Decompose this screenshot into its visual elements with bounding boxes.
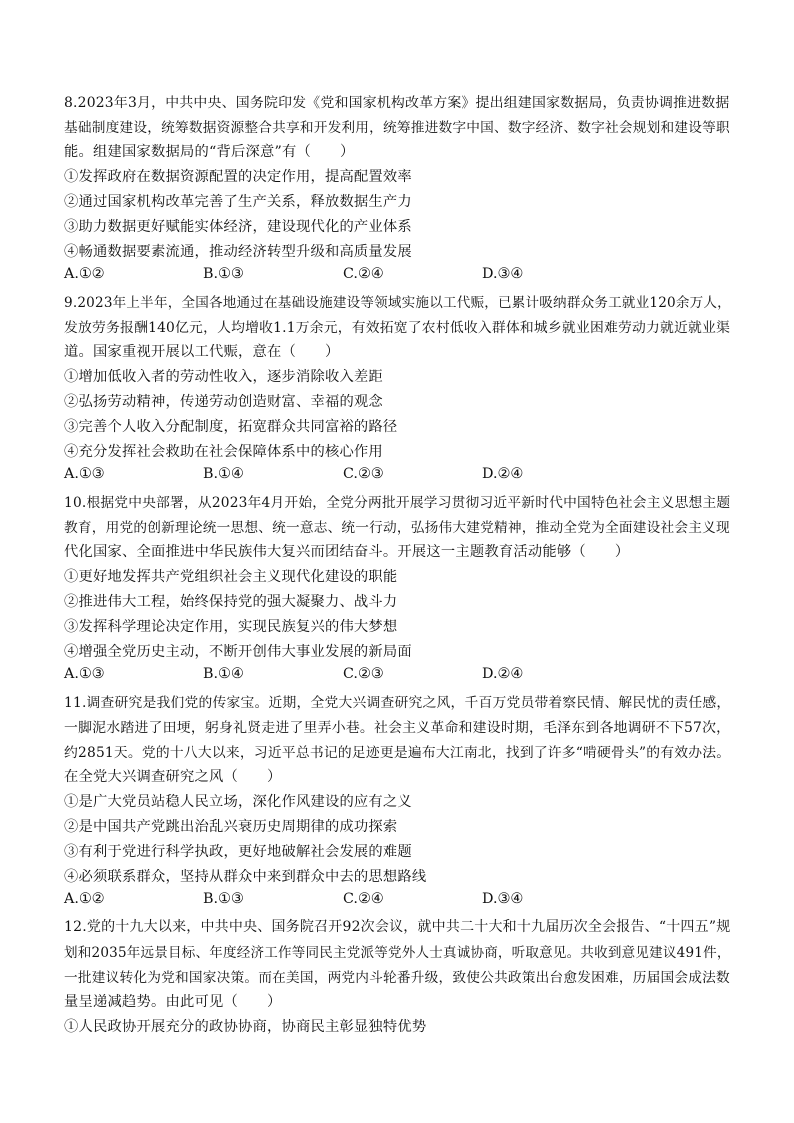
q9-option-a[interactable]: A.①③ (64, 466, 105, 482)
q10-stem-line-3: 代化国家、全面推进中华民族伟大复兴而团结奋斗。开展这一主题教育活动能够（ ） (64, 544, 630, 560)
q9-statement-4: ④充分发挥社会救助在社会保障体系中的核心作用 (64, 444, 383, 460)
q10-option-a[interactable]: A.①③ (64, 666, 105, 682)
q10-statement-1: ①更好地发挥共产党组织社会主义现代化建设的职能 (64, 569, 398, 585)
q8-stem-line-3: 能。组建国家数据局的“背后深意”有（ ） (64, 144, 355, 160)
q12-stem-line-2: 划和2035年远景目标、年度经济工作等同民主党派等党外人士真诚协商，听取意见。共收到意见建议491件， (64, 945, 731, 961)
q10-option-d[interactable]: D.②④ (482, 666, 524, 682)
q12-statement-1: ①人民政协开展充分的政协协商，协商民主彰显独特优势 (64, 1019, 427, 1035)
q9-statement-3: ③完善个人收入分配制度，拓宽群众共同富裕的路径 (64, 419, 398, 435)
q11-statement-3: ③有利于党进行科学执政，更好地破解社会发展的难题 (64, 844, 412, 860)
q11-option-b[interactable]: B.①③ (203, 891, 244, 907)
q9-stem-line-1: 9.2023年上半年，全国各地通过在基础设施建设等领域实施以工代赈，已累计吸纳群众务工就业120余万人， (64, 295, 731, 311)
q9-option-c[interactable]: C.②③ (343, 466, 384, 482)
q8-option-d[interactable]: D.③④ (482, 266, 524, 282)
q8-statement-4: ④畅通数据要素流通，推动经济转型升级和高质量发展 (64, 244, 412, 260)
q8-option-c[interactable]: C.②④ (343, 266, 384, 282)
q10-statement-3: ③发挥科学理论决定作用，实现民族复兴的伟大梦想 (64, 619, 398, 635)
q9-options (64, 466, 764, 486)
q9-statement-2: ②弘扬劳动精神，传递劳动创造财富、幸福的观念 (64, 394, 383, 410)
q8-statement-3: ③助力数据更好赋能实体经济，建设现代化的产业体系 (64, 219, 412, 235)
q11-option-c[interactable]: C.②④ (343, 891, 384, 907)
q10-options (64, 666, 764, 686)
q8-option-a[interactable]: A.①② (64, 266, 105, 282)
q10-statement-4: ④增强全党历史主动，不断开创伟大事业发展的新局面 (64, 644, 412, 660)
q11-stem-line-1: 11.调查研究是我们党的传家宝。近期，全党大兴调查研究之风，千百万党员带着察民情、解民忧的责任感， (64, 695, 731, 711)
q11-option-a[interactable]: A.①② (64, 891, 105, 907)
q10-option-b[interactable]: B.①④ (203, 666, 244, 682)
q11-option-d[interactable]: D.③④ (482, 891, 524, 907)
q11-options (64, 891, 764, 911)
q8-stem-line-2: 基础制度建设，统筹数据资源整合共享和开发利用，统筹推进数字中国、数字经济、数字社会规划和建设等职 (64, 120, 730, 136)
q8-statement-1: ①发挥政府在数据资源配置的决定作用，提高配置效率 (64, 169, 412, 185)
q9-stem-line-3: 道。国家重视开展以工代赈，意在（ ） (64, 344, 340, 360)
q8-statement-2: ②通过国家机构改革完善了生产关系，释放数据生产力 (64, 194, 412, 210)
q11-stem-line-3: 约2851天。党的十八大以来，习近平总书记的足迹更是遍布大江南北，找到了许多“啃硬骨头”的有效办法。 (64, 745, 731, 761)
q10-option-c[interactable]: C.②③ (343, 666, 384, 682)
q9-stem-line-2: 发放劳务报酬140亿元，人均增收1.1万余元，有效拓宽了农村低收入群体和城乡就业困难劳动力就近就业渠 (64, 320, 731, 336)
q9-option-b[interactable]: B.①④ (203, 466, 244, 482)
q10-stem-line-1: 10.根据党中央部署，从2023年4月开始，全党分两批开展学习贯彻习近平新时代中国特色社会主义思想主题 (64, 495, 731, 511)
q11-statement-4: ④必须联系群众，坚持从群众中来到群众中去的思想路线 (64, 869, 427, 885)
q8-option-b[interactable]: B.①③ (203, 266, 244, 282)
q12-stem-line-4: 量呈递减趋势。由此可见（ ） (64, 994, 282, 1010)
q9-statement-1: ①增加低收入者的劳动性收入，逐步消除收入差距 (64, 369, 383, 385)
q11-stem-line-2: 一脚泥水踏进了田埂，躬身礼贤走进了里弄小巷。社会主义革命和建设时期，毛泽东到各地调研不下57次， (64, 720, 731, 736)
q12-stem-line-3: 一批建议转化为党和国家决策。而在美国，两党内斗轮番升级，致使公共政策出台愈发困难，历届国会成法数 (64, 970, 730, 986)
q9-option-d[interactable]: D.②④ (482, 466, 524, 482)
q11-statement-2: ②是中国共产党跳出治乱兴衰历史周期律的成功探索 (64, 819, 398, 835)
q10-statement-2: ②推进伟大工程，始终保持党的强大凝聚力、战斗力 (64, 594, 398, 610)
q11-statement-1: ①是广大党员站稳人民立场，深化作风建设的应有之义 (64, 794, 412, 810)
q8-stem-line-1: 8.2023年3月，中共中央、国务院印发《党和国家机构改革方案》提出组建国家数据局，负责协调推进数据 (64, 95, 730, 111)
q10-stem-line-2: 教育，用党的创新理论统一思想、统一意志、统一行动，弘扬伟大建党精神，推动全党为全面建设社会主义现 (64, 520, 730, 536)
q8-options (64, 266, 764, 286)
q11-stem-line-4: 在全党大兴调查研究之风（ ） (64, 769, 282, 785)
q12-stem-line-1: 12.党的十九大以来，中共中央、国务院召开92次会议，就中共二十大和十九届历次全会报告、“十四五”规 (64, 919, 731, 935)
